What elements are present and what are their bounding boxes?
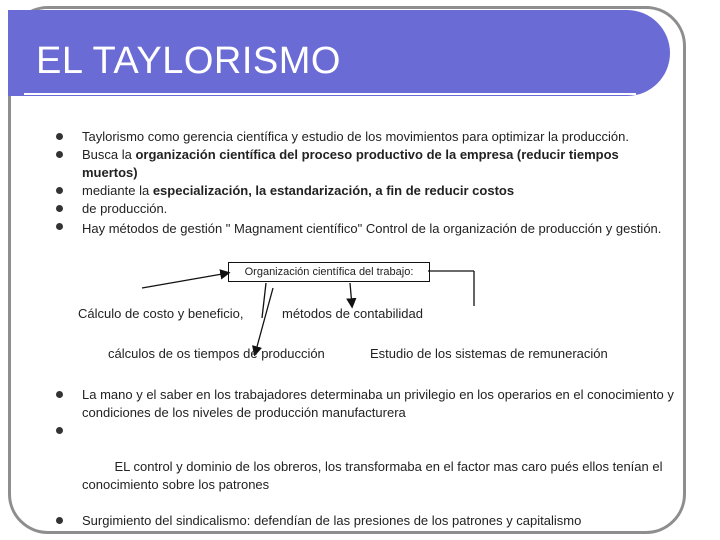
diagram-box-label: Organización científica del trabajo:: [228, 262, 430, 282]
bullet-text: Surgimiento del sindicalismo: defendían de las presiones de los patrones y capitalismo: [82, 513, 582, 528]
slide-title: EL TAYLORISMO: [36, 40, 341, 82]
bullet-text: Taylorismo como gerencia científica y estudio de los movimientos para optimizar la producción.: [82, 129, 629, 144]
list-item: [54, 512, 674, 530]
bullet-text: La mano y el saber en los trabajadores determinaba un privilegio en los operarios en el conocimiento y condiciones de los niveles de producción manufacturera: [82, 387, 674, 420]
bullet-dot: [56, 517, 63, 524]
diagram-times-text: cálculos de os tiempos de producción: [108, 346, 325, 361]
list-item: [54, 386, 674, 422]
bullet-text: EL control y dominio de los obreros, los transformaba en el factor mas caro pués ellos tenían el conocimiento sobre los patrones: [82, 459, 667, 492]
diagram-accounting-text: métodos de contabilidad: [282, 306, 423, 321]
diagram-cost-text: Cálculo de costo y beneficio,: [78, 306, 244, 321]
diagram-remuneration-text: Estudio de los sistemas de remuneración: [370, 346, 608, 361]
bullet-text: mediante la: [82, 183, 153, 198]
list-item: [54, 422, 674, 512]
bullet-text: Hay métodos de gestión " Magnament científico" Control de la organización de producción y gestión.: [82, 221, 662, 236]
bullet-text: Busca la: [82, 147, 136, 162]
bottom-bullet-list: [54, 386, 674, 530]
bullet-text: de producción.: [82, 201, 168, 216]
bullet-bold-text: organización científica del proceso productivo de la empresa (reducir tiempos muertos): [82, 147, 619, 180]
bullet-bold-text: especialización, la estandarización, a fin de reducir costos: [152, 183, 515, 198]
bullet-dot: [56, 427, 63, 434]
bullet-dot: [56, 391, 63, 398]
